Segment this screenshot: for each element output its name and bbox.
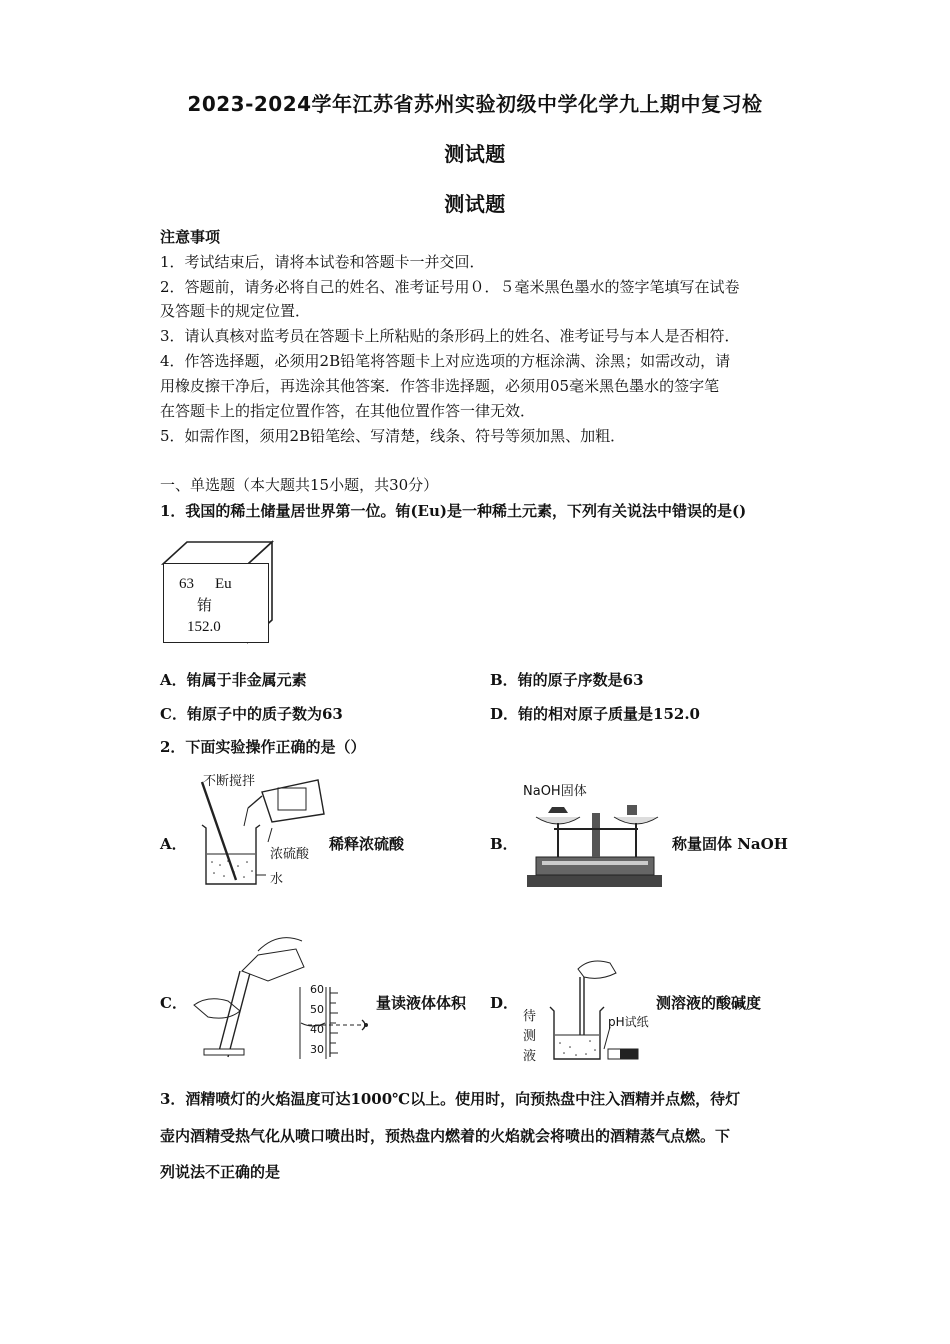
notice-heading: 注意事项: [160, 228, 221, 246]
atomic-mass: 152.0: [187, 619, 221, 635]
element-card: [163, 563, 269, 643]
balance-scale-figure: [522, 795, 667, 890]
label-acid: 浓硫酸: [270, 847, 310, 862]
ph-test-figure: [540, 955, 660, 1065]
question-3-line: 壶内酒精受热气化从喷口喷出时，预热盘内燃着的火焰就会将喷出的酒精蒸气点燃。下: [160, 1127, 731, 1145]
notice-line: 在答题卡上的指定位置作答，在其他位置作答一律无效．: [160, 402, 536, 420]
question-2-stem: 2．下面实验操作正确的是（）: [160, 738, 366, 756]
label-liquid-1: 待: [523, 1009, 537, 1024]
notice-line: 4．作答选择题，必须用2B铅笔将答题卡上对应选项的方框涂满、涂黑；如需改动，请: [160, 352, 731, 370]
q2-option-c-letter[interactable]: C．: [160, 994, 187, 1012]
q2-option-a-caption: 稀释浓硫酸: [329, 835, 405, 853]
doc-title-line2: 测试题: [444, 142, 506, 166]
notice-line: 3．请认真核对监考员在答题卡上所粘贴的条形码上的姓名、准考证号与本人是否相符．: [160, 327, 740, 345]
label-water: 水: [270, 872, 284, 887]
q2-option-b-caption: 称量固体 NaOH: [672, 835, 788, 853]
element-symbol: Eu: [215, 576, 232, 592]
q2-option-b-letter[interactable]: B．: [490, 835, 518, 853]
q1-option-d[interactable]: D．铕的相对原子质量是152.0: [490, 705, 700, 723]
q1-option-b[interactable]: B．铕的原子序数是63: [490, 671, 644, 689]
q2-option-a-letter[interactable]: A．: [160, 835, 187, 853]
notice-line: 及答题卡的规定位置．: [160, 302, 311, 320]
atomic-number: 63: [179, 576, 194, 592]
q2-option-c-caption: 量读液体体积: [376, 994, 467, 1012]
q1-option-c[interactable]: C．铕原子中的质子数为63: [160, 705, 343, 723]
notice-line: 1．考试结束后，请将本试卷和答题卡一并交回．: [160, 253, 485, 271]
notice-line: 用橡皮擦干净后，再选涂其他答案．作答非选择题，必须用05毫米黑色墨水的签字笔: [160, 377, 720, 395]
label-ph-paper: pH试纸: [608, 1015, 649, 1029]
notice-line: 2．答题前，请务必将自己的姓名、准考证号用０．５毫米黑色墨水的签字笔填写在试卷: [160, 278, 740, 296]
notice-line: 5．如需作图，须用2B铅笔绘、写清楚，线条、符号等须加黑、加粗．: [160, 427, 626, 445]
section-heading: 一、单选题（本大题共15小题，共30分）: [160, 476, 439, 494]
tick-40: 40: [310, 1023, 324, 1036]
graduated-cylinder-figure: [188, 925, 378, 1065]
element-name: 铕: [197, 596, 213, 614]
label-liquid-2: 测: [523, 1029, 537, 1044]
label-stir: 不断搅拌: [203, 774, 256, 789]
q1-option-a[interactable]: A．铕属于非金属元素: [160, 671, 307, 689]
doc-title-line1: 2023-2024学年江苏省苏州实验初级中学化学九上期中复习检: [187, 92, 763, 116]
q2-option-d-letter[interactable]: D．: [490, 994, 519, 1012]
label-liquid-3: 液: [523, 1049, 537, 1064]
question-1-stem: 1．我国的稀土储量居世界第一位。铕(Eu)是一种稀土元素，下列有关说法中错误的是(): [160, 502, 747, 520]
label-naoh: NaOH固体: [523, 784, 587, 799]
question-3-line: 3．酒精喷灯的火焰温度可达1000℃以上。使用时，向预热盘中注入酒精并点燃，待灯: [160, 1090, 741, 1108]
doc-title-line3: 测试题: [444, 192, 506, 216]
question-3-line: 列说法不正确的是: [160, 1163, 281, 1181]
q2-option-d-caption: 测溶液的酸碱度: [656, 994, 762, 1012]
tick-50: 50: [310, 1003, 324, 1016]
tick-60: 60: [310, 983, 324, 996]
tick-30: 30: [310, 1043, 324, 1056]
